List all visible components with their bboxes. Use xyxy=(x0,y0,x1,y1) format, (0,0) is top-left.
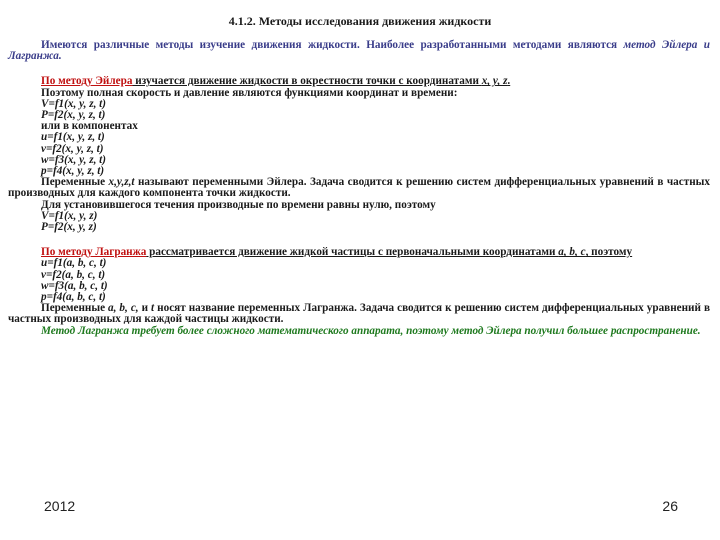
lagrange-description: Переменные a, b, c, и t носят название переменных Лагранжа. Задача сводится к решению систем дифференциальных уравнений в частных производных для каждой частицы жидкости. xyxy=(8,302,710,326)
lagrange-variables: a, b, c, xyxy=(108,302,139,315)
euler-formula-velocity: V=f1(x, y, z, t) xyxy=(41,97,106,110)
page-number: 26 xyxy=(662,498,678,514)
lagrange-lead-text: рассматривается движение жидкой частицы с первоначальными координатами a, b, c, поэтому xyxy=(146,246,633,259)
slide-body xyxy=(8,40,710,337)
page-title: 4.1.2. Методы исследования движения жидкости xyxy=(228,14,492,28)
lagrange-lead xyxy=(8,247,710,258)
euler-lead xyxy=(8,76,710,87)
lagrange-formula-p: p=f4(a, b, c, t) xyxy=(41,291,106,304)
euler-link[interactable]: По методу Эйлера xyxy=(41,75,133,88)
lagrange-formula-u: u=f1(a, b, c, t) xyxy=(41,257,107,270)
lagrange-formula-v: v=f2(a, b, c, t) xyxy=(41,268,106,281)
euler-line2: Поэтому полная скорость и давление являются функциями координат и времени: xyxy=(41,86,458,99)
euler-formula-pressure: P=f2(x, y, z, t) xyxy=(41,109,106,122)
lagrange-conclusion: Метод Лагранжа требует более сложного математического аппарата, поэтому метод Эйлера получил большее распространение. xyxy=(41,324,701,337)
euler-formula-v: v=f2(x, y, z, t) xyxy=(41,142,104,155)
lagrange-link[interactable]: По методу Лагранжа xyxy=(41,246,147,259)
euler-steady-velocity: V=f1(x, y, z) xyxy=(41,209,98,222)
intro-text: Имеются различные методы изучение движения жидкости. Наиболее разработанными методами являются xyxy=(41,39,624,51)
euler-coords: x, y, z xyxy=(481,75,508,88)
lagrange-formula-w: w=f3(a, b, c, t) xyxy=(41,279,108,292)
intro-paragraph xyxy=(8,40,710,62)
euler-formula-u: u=f1(x, y, z, t) xyxy=(41,131,105,144)
euler-variables: x,y,z,t xyxy=(108,176,135,189)
lagrange-coords: a, b, c xyxy=(558,246,586,259)
euler-formula-w: w=f3(x, y, z, t) xyxy=(41,153,106,166)
euler-components-label: или в компонентах xyxy=(41,120,138,133)
euler-description: Переменные x,y,z,t называют переменными Эйлера. Задача сводится к решению систем дифференциальных уравнений в частных производных для каждого компонента точки жидкости. xyxy=(8,176,710,200)
footer-year: 2012 xyxy=(44,498,76,514)
euler-steady: Для установившегося течения производные по времени равны нулю, поэтому xyxy=(41,198,436,211)
intro-emphasis: метод Эйлера и Лагранжа. xyxy=(8,39,711,63)
euler-formula-p: p=f4(x, y, z, t) xyxy=(41,165,105,178)
euler-steady-pressure: P=f2(x, y, z) xyxy=(41,221,97,234)
euler-lead-text: изучается движение жидкости в окрестности точки с координатами x, y, z. xyxy=(132,75,511,88)
